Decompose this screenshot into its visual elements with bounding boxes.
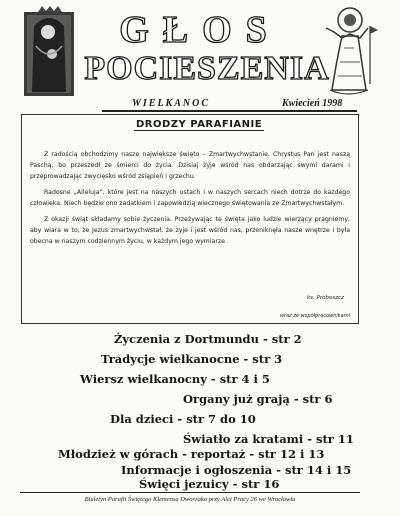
masthead-rule [102, 110, 357, 112]
toc-entry: Tradycje wielkanocne - str 3 [101, 352, 283, 366]
toc-entry: Młodzież w górach - reportaż - str 12 i 13 [58, 447, 325, 461]
editorial-heading: DRODZY PARAFIANIE [136, 119, 263, 130]
risen-christ-icon [316, 4, 380, 100]
toc-entry: Dla dzieci - str 7 do 10 [110, 412, 256, 426]
issue-date: Kwiecień 1998 [282, 98, 343, 109]
toc-entry: Organy już grają - str 6 [183, 392, 333, 406]
editorial-signature-note: wraz ze współpracownikami [279, 313, 350, 319]
toc-entry: Święci jezuicy - str 16 [139, 477, 280, 491]
toc-entry: Informacje i ogłoszenia - str 14 i 15 [121, 463, 352, 477]
editorial-signature: ks. Proboszcz [306, 295, 344, 301]
toc-entry: Światło za kratami - str 11 [183, 432, 354, 446]
editorial-body [30, 149, 350, 252]
editorial-box [21, 114, 359, 324]
footer-rule [20, 492, 360, 493]
issue-subtitle: WIELKANOC [132, 98, 211, 109]
masthead-title-line1: GŁOS [119, 9, 281, 51]
editorial-paragraph: Z okazji świąt składamy sobie życzenia. Przeżywając te święta jako ludzie wierzący pragniemy, aby wiara w to, że Jezus zmartwychwstał, że żyje i jest wśród nas, przeniknęła nasze wnętrze i była obecna w naszym codziennym życiu, w każdym jego wymiarze. [30, 216, 350, 245]
masthead-title-line2: POCIESZENIA [84, 50, 330, 87]
editorial-paragraph: Z radością obchodzimy nasze największe święto – Zmartwychwstanie. Chrystus Pan jest naszą Paschą, bo przeszedł ze śmierci do życia. Dzisiaj żyje wśród nas obdarzając swymi darami i przeprowadzając zwycięsko wśród zsiąpień i grzechu. [30, 151, 350, 180]
footer-credit: Biuletyn Parafii Świętego Klemensa Dworzaka przy Alei Pracy 26 we Wrocławiu [84, 496, 296, 503]
editorial-paragraph: Radosne „Alleluja”, które jest na naszych ustach i w naszych sercach niech dotrze do każdego człowieka. Niech będzie ono zadatkiem i zapowiedzią wiecznego świętowania ze Zmartwychwstałym. [30, 189, 350, 207]
toc-entry: Wiersz wielkanocny - str 4 i 5 [80, 372, 270, 386]
toc-entry: Życzenia z Dortmundu - str 2 [114, 332, 302, 346]
